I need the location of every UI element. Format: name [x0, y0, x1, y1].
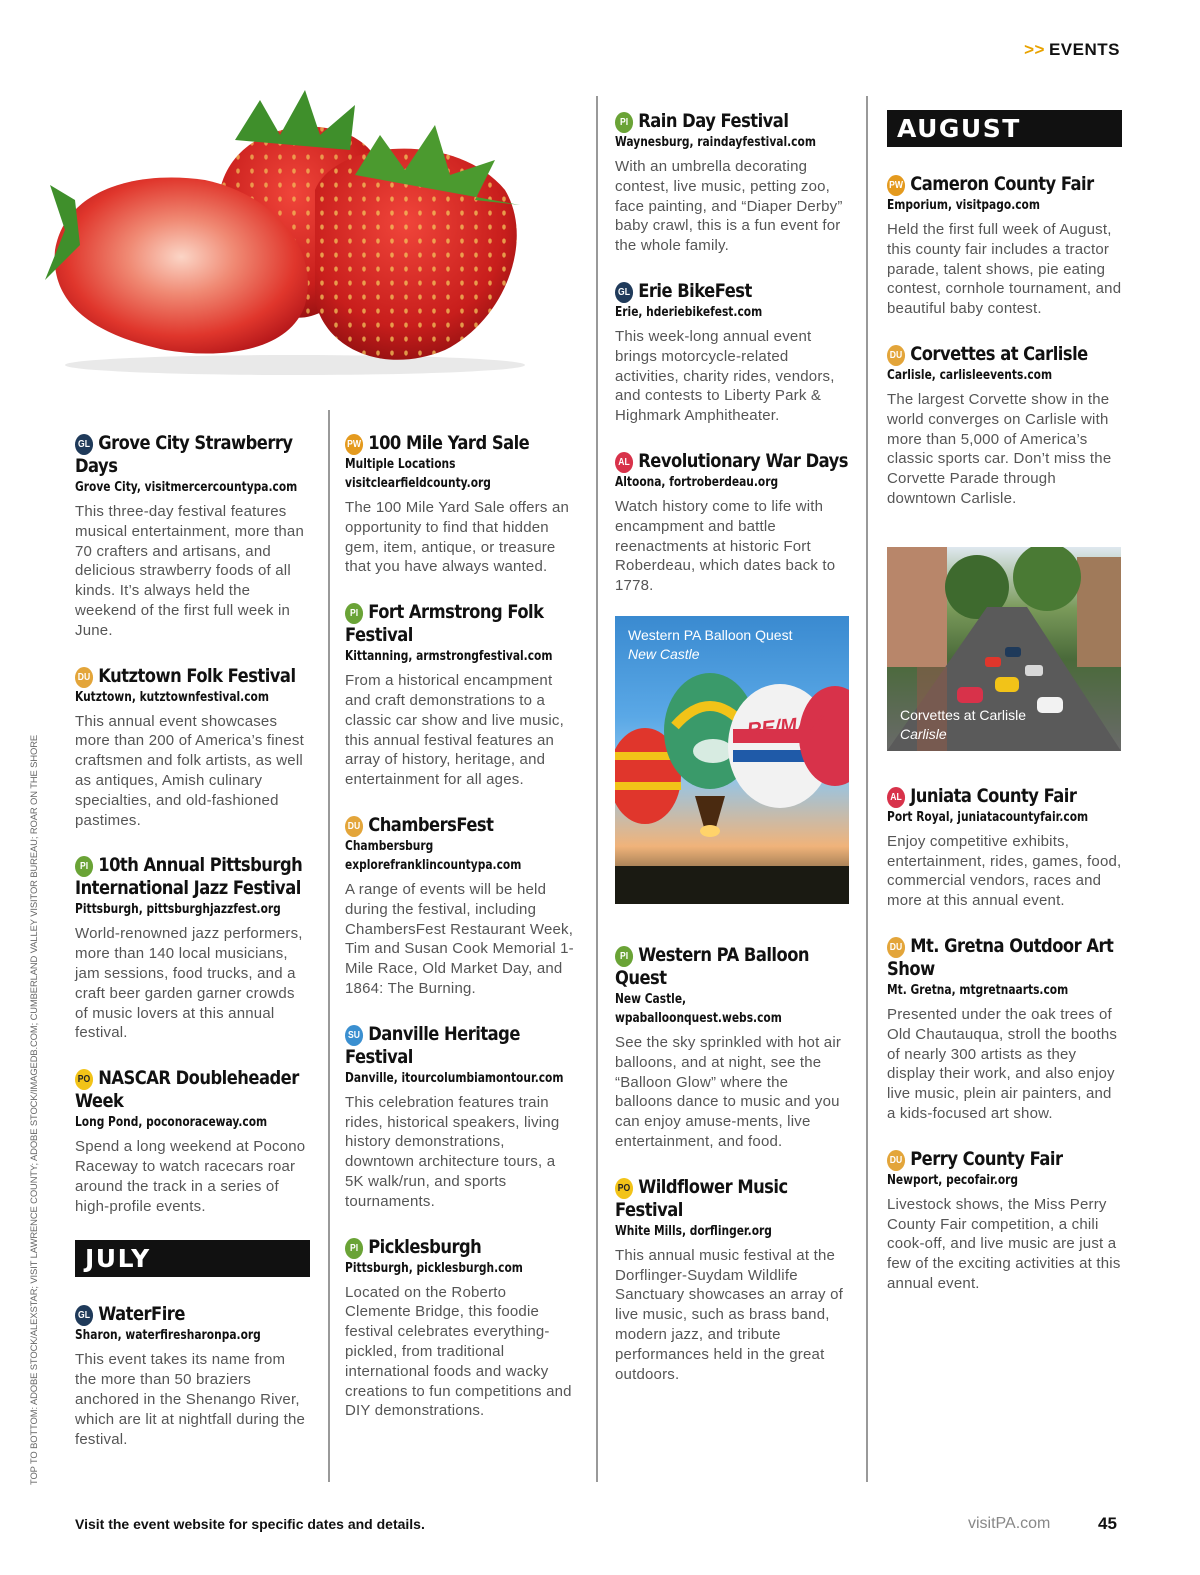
event-title: AL Juniata County Fair — [887, 785, 1121, 808]
column-1 — [75, 432, 310, 1473]
event-title: DU Corvettes at Carlisle — [887, 343, 1121, 366]
double-chevron-icon: >> — [1024, 40, 1045, 59]
caption-place: Carlisle — [900, 725, 947, 742]
event-location: Grove City, visitmercercountypa.com — [75, 480, 298, 495]
caption-place: New Castle — [628, 645, 700, 662]
event-danville-heritage-festival — [345, 1023, 575, 1212]
event-location: Kittanning, armstrongfestival.com — [345, 649, 553, 665]
column-3 — [615, 110, 850, 1408]
event-juniata-county-fair — [887, 785, 1122, 911]
event-cameron-county-fair — [887, 173, 1122, 319]
event-100-mile-yard-sale — [345, 432, 575, 577]
event-title: PI Western PA Balloon Quest — [615, 943, 810, 989]
region-badge: PI — [75, 856, 93, 877]
region-badge: GL — [75, 1305, 93, 1326]
event-description: This annual music festival at the Dorflinger-Suydam Wildlife Sanctuary showcases an array of live music, such as brass band, modern jazz, and tribute performances held in the great outdoors. — [615, 1246, 843, 1383]
region-badge: SU — [345, 1025, 363, 1046]
corvette-photo — [887, 547, 1121, 751]
event-location: Danville, itourcolumbiamontour.com — [345, 1070, 564, 1086]
event-description: This week-long annual event brings motorcycle-related activities, charity rides, vendors, and contests to Liberty Park & Highmark Amphitheater. — [615, 327, 835, 425]
region-badge: DU — [75, 667, 93, 688]
caption-title: Western PA Balloon Quest — [628, 626, 793, 643]
event-description: Watch history come to life with encampment and battle reenactments at historic Fort Roberdeau, which dates back to 1778. — [615, 497, 836, 595]
caption-title: Corvettes at Carlisle — [900, 706, 1027, 723]
event-title: PI Picklesburgh — [345, 1236, 574, 1259]
section-label: EVENTS — [1048, 40, 1120, 59]
event-nascar-doubleheader-week — [75, 1067, 310, 1216]
event-location: Pittsburgh, picklesburgh.com — [345, 1260, 523, 1276]
event-description: Spend a long weekend at Pocono Raceway to watch racecars roar around the track in a series of high-profile events. — [75, 1138, 306, 1215]
event-title: GL Grove City Strawberry Days — [75, 432, 293, 477]
event-description: Livestock shows, the Miss Perry County Fair competition, a chili cook-off, and live music are just a few of the exciting activities at this annual event. — [887, 1195, 1121, 1292]
event-location: Emporium, visitpago.com — [887, 198, 1040, 213]
region-badge: PI — [615, 946, 633, 967]
event-location: Pittsburgh, pittsburghjazzfest.org — [75, 902, 281, 918]
event-title: PO Wildflower Music Festival — [615, 1175, 788, 1221]
event-erie-bikefest — [615, 280, 850, 426]
month-heading-july: JULY — [75, 1240, 310, 1277]
column-2 — [345, 432, 575, 1445]
month-heading-august: AUGUST — [887, 110, 1122, 147]
photo-caption — [900, 706, 1026, 744]
event-grove-city-strawberry-days — [75, 432, 310, 641]
region-badge: GL — [75, 434, 93, 455]
event-location: Multiple Locations visitclearfieldcounty.org — [345, 457, 491, 491]
event-location: Carlisle, carlisleevents.com — [887, 367, 1053, 383]
footer-note: Visit the event website for specific dates and details. — [75, 1516, 425, 1532]
photo-credit: TOP TO BOTTOM: ADOBE STOCK/ALEXSTAR; VISIT LAWRENCE COUNTY; ADOBE STOCK/IMAGEDB.COM; CUMBERLAND VALLEY VISITOR BUREAU; ROAR ON THE SHORE — [28, 734, 39, 1485]
region-badge: PW — [345, 434, 363, 455]
event-description: A range of events will be held during the festival, including ChambersFest Restaurant Week, Tim and Susan Cook Memorial 1-Mile Race, Old Market Day, and 1864: The Burning. — [345, 880, 574, 997]
event-picklesburgh — [345, 1236, 575, 1422]
event-description: Held the first full week of August, this county fair includes a tractor parade, talent shows, pie eating contest, cornhole tournament, and beautiful baby contest. — [887, 221, 1122, 318]
event-title: DU Perry County Fair — [887, 1148, 1121, 1171]
column-divider — [596, 96, 598, 1482]
event-kutztown-folk-festival — [75, 665, 310, 831]
event-title: AL Revolutionary War Days — [615, 450, 849, 473]
event-description: This three-day festival features musical entertainment, more than 70 crafters and artisans, and delicious strawberry foods of all kinds. It’s always held the weekend of the first full week in June. — [75, 503, 305, 639]
event-description: This annual event showcases more than 200 of America’s finest craftsmen and folk artists, as well as antiques, Amish culinary specialties, and old-fashioned pastimes. — [75, 712, 304, 829]
event-corvettes-at-carlisle — [887, 343, 1122, 509]
event-title: PW 100 Mile Yard Sale — [345, 432, 574, 455]
region-badge: AL — [887, 787, 905, 808]
region-badge: PO — [75, 1069, 93, 1090]
region-badge: AL — [615, 452, 633, 473]
strawberry-photo — [35, 80, 555, 380]
event-description: This event takes its name from the more than 50 braziers anchored in the Shenango River, which are lit at nightfall during the festival. — [75, 1351, 306, 1448]
event-waterfire — [75, 1303, 310, 1449]
event-rain-day-festival — [615, 110, 850, 256]
event-title: DU Mt. Gretna Outdoor Art Show — [887, 934, 1114, 980]
region-badge: DU — [345, 816, 363, 837]
event-location: Kutztown, kutztownfestival.com — [75, 689, 269, 705]
event-title: PI Fort Armstrong Folk Festival — [345, 601, 544, 647]
event-location: Sharon, waterfiresharonpa.org — [75, 1328, 261, 1344]
event-wildflower-music-festival — [615, 1176, 850, 1385]
region-badge: PI — [615, 112, 633, 133]
balloon-photo — [615, 616, 849, 904]
event-description: With an umbrella decorating contest, live music, petting zoo, face painting, and “Diaper Derby” baby crawl, this is a fun event for the whole family. — [615, 158, 843, 255]
event-description: See the sky sprinkled with hot air balloons, and at night, see the “Balloon Glow” where the balloons dance to music and you can enjoy amuse-ments, live entertainment, and food. — [615, 1033, 842, 1150]
event-western-pa-balloon-quest — [615, 944, 850, 1152]
event-location: Erie, hderiebikefest.com — [615, 304, 763, 320]
event-title: PW Cameron County Fair — [887, 173, 1121, 196]
region-badge: PO — [615, 1178, 633, 1199]
event-fort-armstrong-folk-festival — [345, 601, 575, 790]
event-chambersfest — [345, 814, 575, 999]
event-perry-county-fair — [887, 1148, 1122, 1294]
event-location: Waynesburg, raindayfestival.com — [615, 135, 816, 150]
region-badge: PI — [345, 603, 363, 624]
event-location: Port Royal, juniatacountyfair.com — [887, 809, 1089, 825]
event-description: The 100 Mile Yard Sale offers an opportunity to find that hidden gem, item, antique, or treasure that you have always wanted. — [345, 499, 570, 576]
region-badge: GL — [615, 282, 633, 303]
event-pittsburgh-jazz-festival — [75, 854, 310, 1043]
column-divider — [328, 410, 330, 1482]
event-revolutionary-war-days — [615, 450, 850, 596]
event-description: Presented under the oak trees of Old Chautauqua, stroll the booths of nearly 300 artists as they display their work, and also enjoy live music, plein air painters, and a kids-focused art show. — [887, 1005, 1118, 1122]
region-badge: PW — [887, 175, 905, 196]
balloon-lettering: RE/MAX — [745, 711, 826, 742]
region-badge: DU — [887, 345, 905, 366]
event-description: The largest Corvette show in the world converges on Carlisle with more than 5,000 of America’s classic sports car. Don’t miss the Corvette Parade through downtown Carlisle. — [887, 390, 1112, 507]
region-badge: DU — [887, 937, 905, 958]
event-title: GL Erie BikeFest — [615, 280, 849, 303]
event-location: White Mills, dorflinger.org — [615, 1223, 772, 1239]
event-description: World-renowned jazz performers, more than 140 local musicians, jam sessions, food trucks, and a craft beer garden garner crowds of music lovers at this annual festival. — [75, 925, 303, 1042]
event-title: PI Rain Day Festival — [615, 110, 849, 133]
region-badge: DU — [887, 1150, 905, 1171]
event-mt-gretna-outdoor-art-show — [887, 935, 1122, 1124]
event-title: PO NASCAR Doubleheader Week — [75, 1067, 299, 1113]
page-number: 45 — [1098, 1514, 1117, 1533]
region-badge: PI — [345, 1238, 363, 1259]
event-title: DU ChambersFest — [345, 814, 574, 837]
event-location: Long Pond, poconoraceway.com — [75, 1115, 268, 1131]
event-description: From a historical encampment and craft demonstrations to a classic car show and live music, this annual festival features an array of history, heritage, and entertainment for all ages. — [345, 672, 564, 789]
photo-caption — [628, 626, 792, 664]
event-description: Enjoy competitive exhibits, entertainment, rides, games, food, commercial vendors, races and more at this annual event. — [887, 832, 1122, 910]
event-location: Altoona, fortroberdeau.org — [615, 474, 779, 490]
event-location: Newport, pecofair.org — [887, 1172, 1019, 1188]
event-title: DU Kutztown Folk Festival — [75, 665, 309, 688]
event-title: SU Danville Heritage Festival — [345, 1022, 520, 1068]
footer-site-link[interactable]: visitPA.com — [968, 1515, 1051, 1532]
column-4 — [887, 110, 1122, 1318]
section-tag — [1024, 40, 1120, 60]
event-description: Located on the Roberto Clemente Bridge, this foodie festival celebrates everything-pickled, from traditional international foods and wacky creations to fun competitions and DIY demonstrations. — [345, 1283, 572, 1420]
event-title: GL WaterFire — [75, 1303, 309, 1326]
event-location: Mt. Gretna, mtgretnaarts.com — [887, 982, 1069, 998]
event-location: Chambersburg explorefranklincountypa.com — [345, 838, 522, 873]
event-description: This celebration features train rides, historical speakers, living history demonstrations, downtown architecture tours, a 5K walk/run, and sports tournaments. — [345, 1093, 560, 1210]
event-title: PI 10th Annual Pittsburgh International Jazz Festival — [75, 854, 303, 900]
column-divider — [866, 96, 868, 1482]
event-location: New Castle, wpaballoonquest.webs.com — [615, 991, 782, 1026]
